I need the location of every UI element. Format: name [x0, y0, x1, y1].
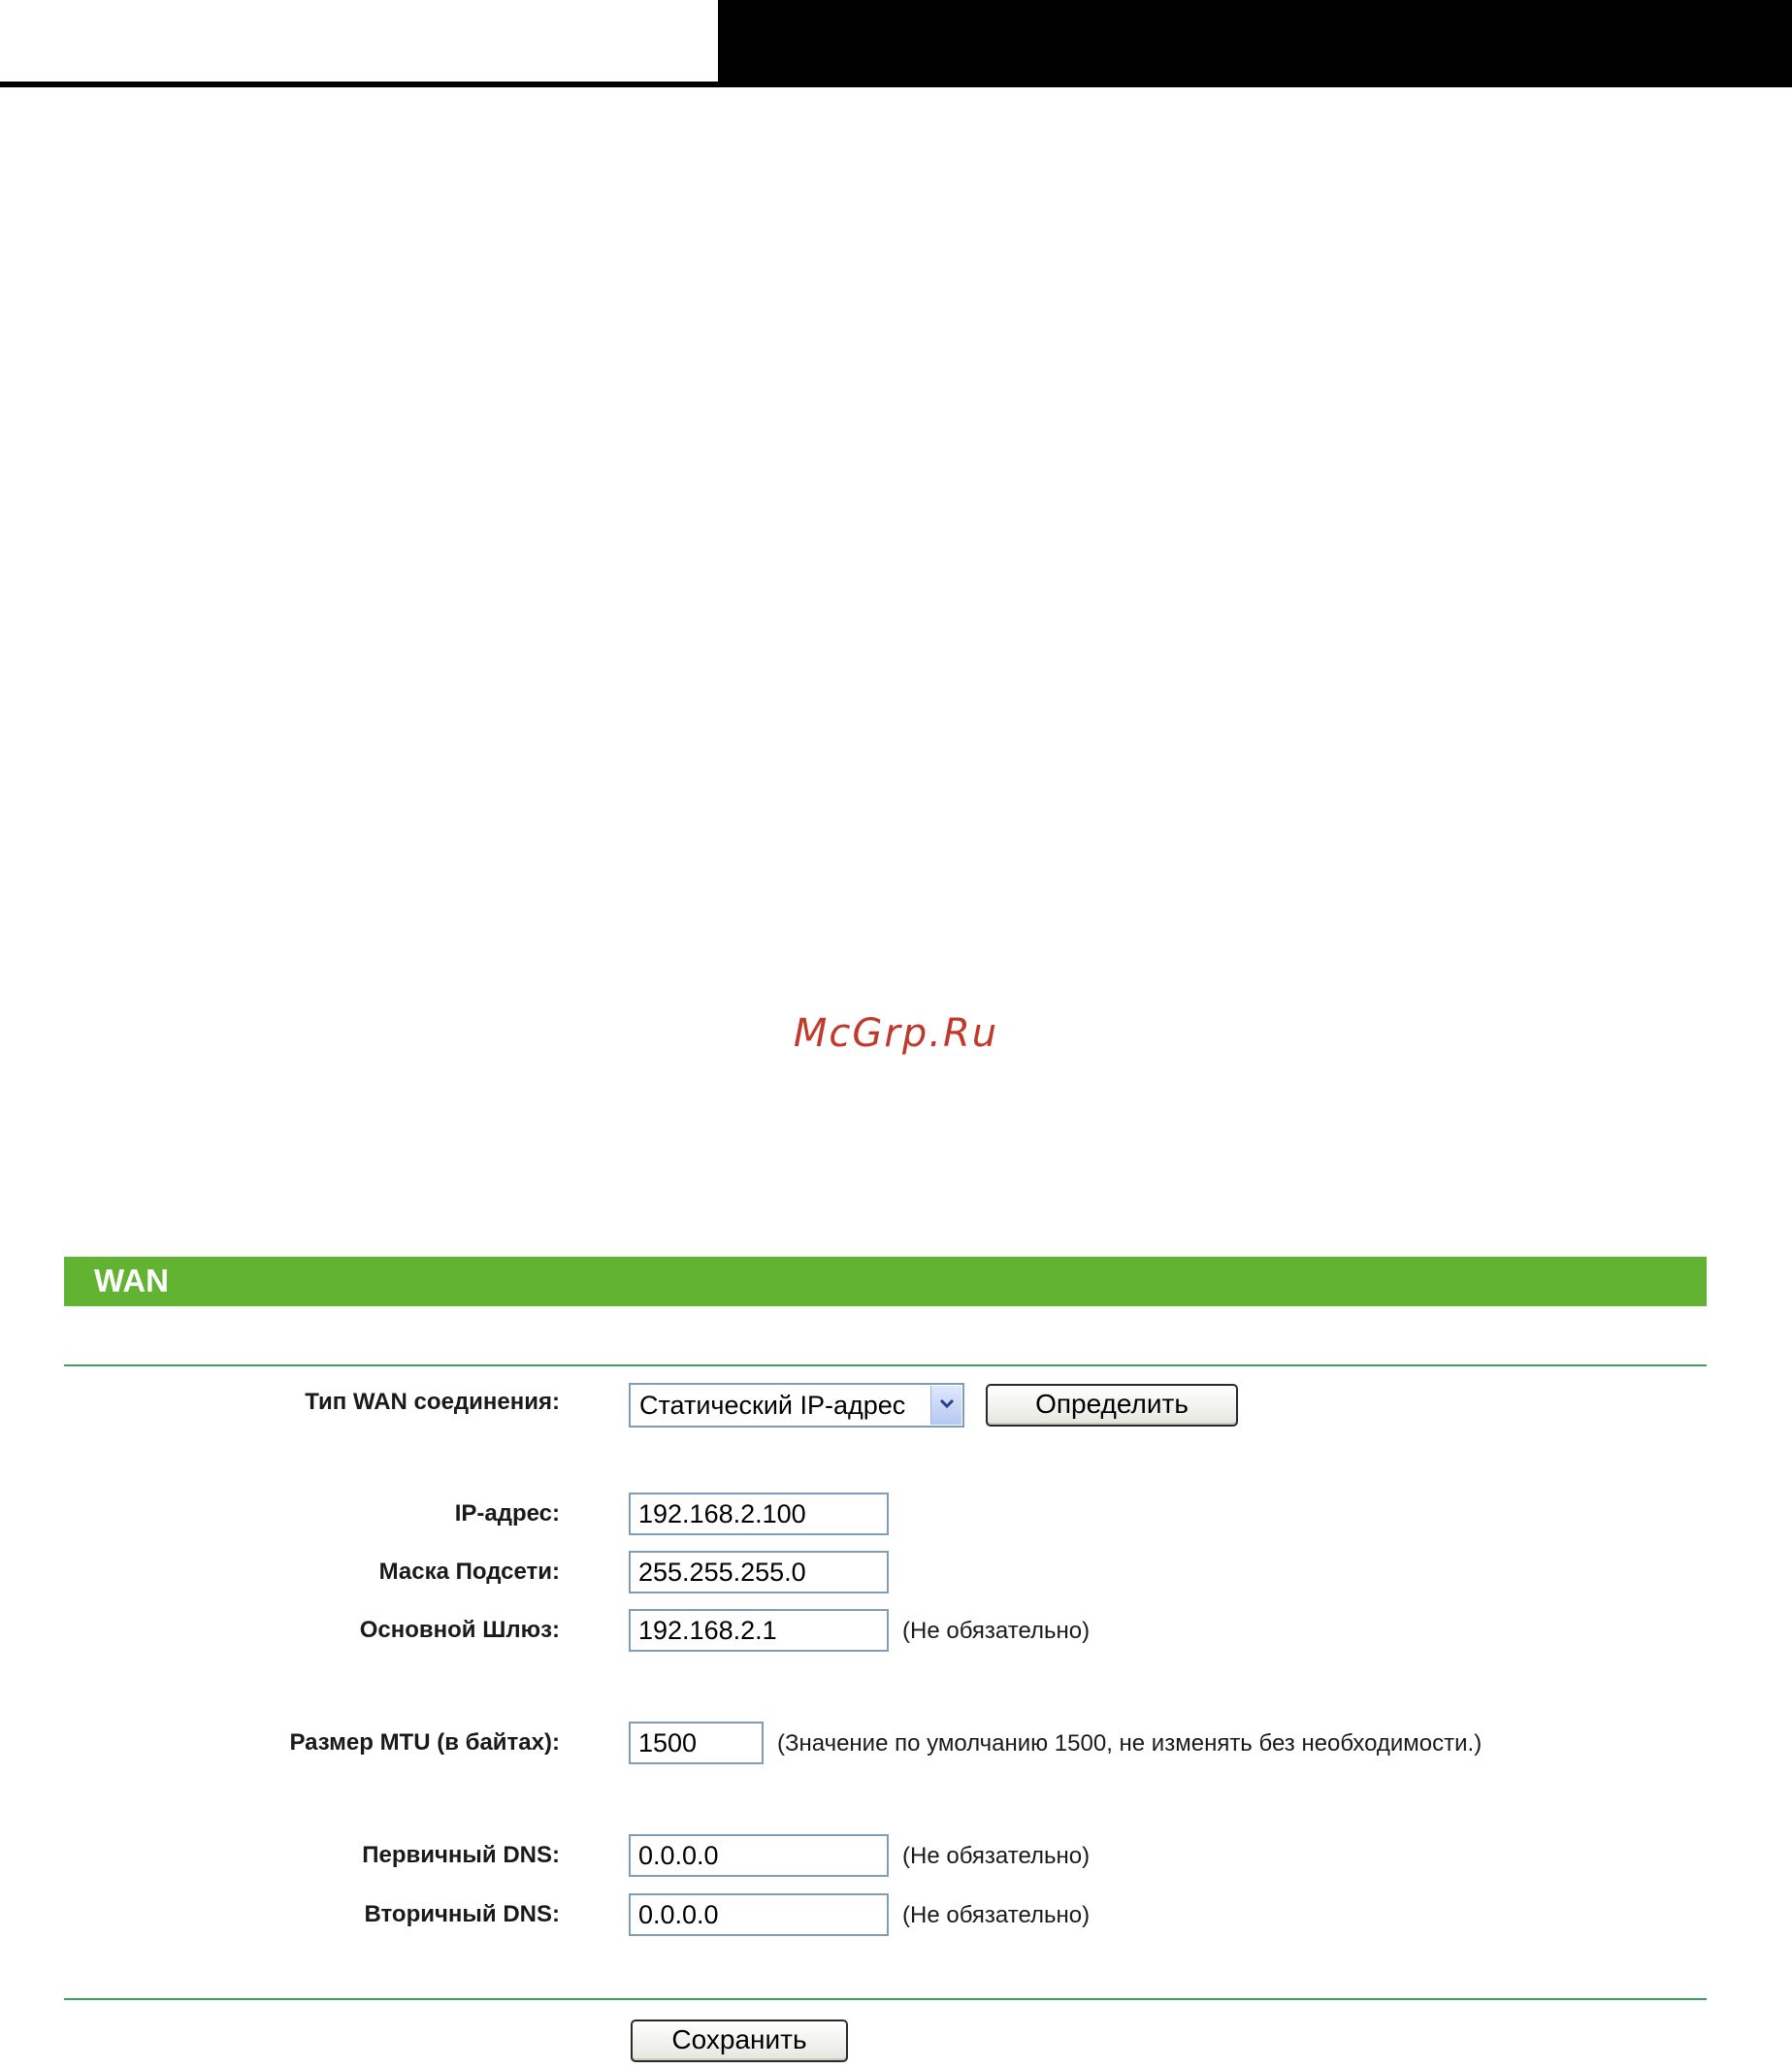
primary-dns-label: Первичный DNS:: [362, 1842, 560, 1868]
primary-dns-optional-hint: (Не обязательно): [902, 1843, 1091, 1869]
save-button[interactable]: Сохранить: [631, 2020, 848, 2062]
detect-button[interactable]: Определить: [986, 1384, 1238, 1427]
secondary-dns-label: Вторичный DNS:: [364, 1901, 560, 1927]
ip-address-label: IP-адрес:: [454, 1500, 560, 1527]
gateway-label: Основной Шлюз:: [359, 1617, 560, 1643]
primary-dns-input[interactable]: 0.0.0.0: [629, 1834, 889, 1877]
gateway-optional-hint: (Не обязательно): [902, 1618, 1091, 1644]
subnet-mask-input[interactable]: 255.255.255.0: [629, 1551, 889, 1593]
wan-type-selected-value: Статический IP-адрес: [639, 1391, 906, 1420]
gateway-input[interactable]: 192.168.2.1: [629, 1609, 889, 1652]
panel-title: WAN: [94, 1263, 169, 1298]
secondary-dns-input[interactable]: 0.0.0.0: [629, 1893, 889, 1936]
chevron-down-icon[interactable]: [930, 1386, 961, 1425]
mtu-label: Размер MTU (в байтах):: [289, 1729, 560, 1756]
document-header-bar: [718, 0, 1792, 85]
wan-type-select[interactable]: [629, 1383, 964, 1428]
mtu-input[interactable]: 1500: [629, 1722, 764, 1764]
mtu-hint: (Значение по умолчанию 1500, не изменять без необходимости.): [777, 1730, 1482, 1757]
document-header-rule: [0, 82, 1792, 87]
watermark: McGrp.Ru: [793, 1011, 999, 1056]
wan-type-label: Тип WAN соединения:: [305, 1389, 560, 1415]
ip-address-input[interactable]: 192.168.2.100: [629, 1493, 889, 1535]
top-divider: [64, 1364, 1707, 1366]
bottom-divider: [64, 1998, 1707, 2000]
panel-header: [64, 1257, 1707, 1306]
secondary-dns-optional-hint: (Не обязательно): [902, 1902, 1091, 1928]
wan-settings-panel: [64, 1257, 1707, 2069]
subnet-mask-label: Маска Подсети:: [378, 1559, 560, 1585]
